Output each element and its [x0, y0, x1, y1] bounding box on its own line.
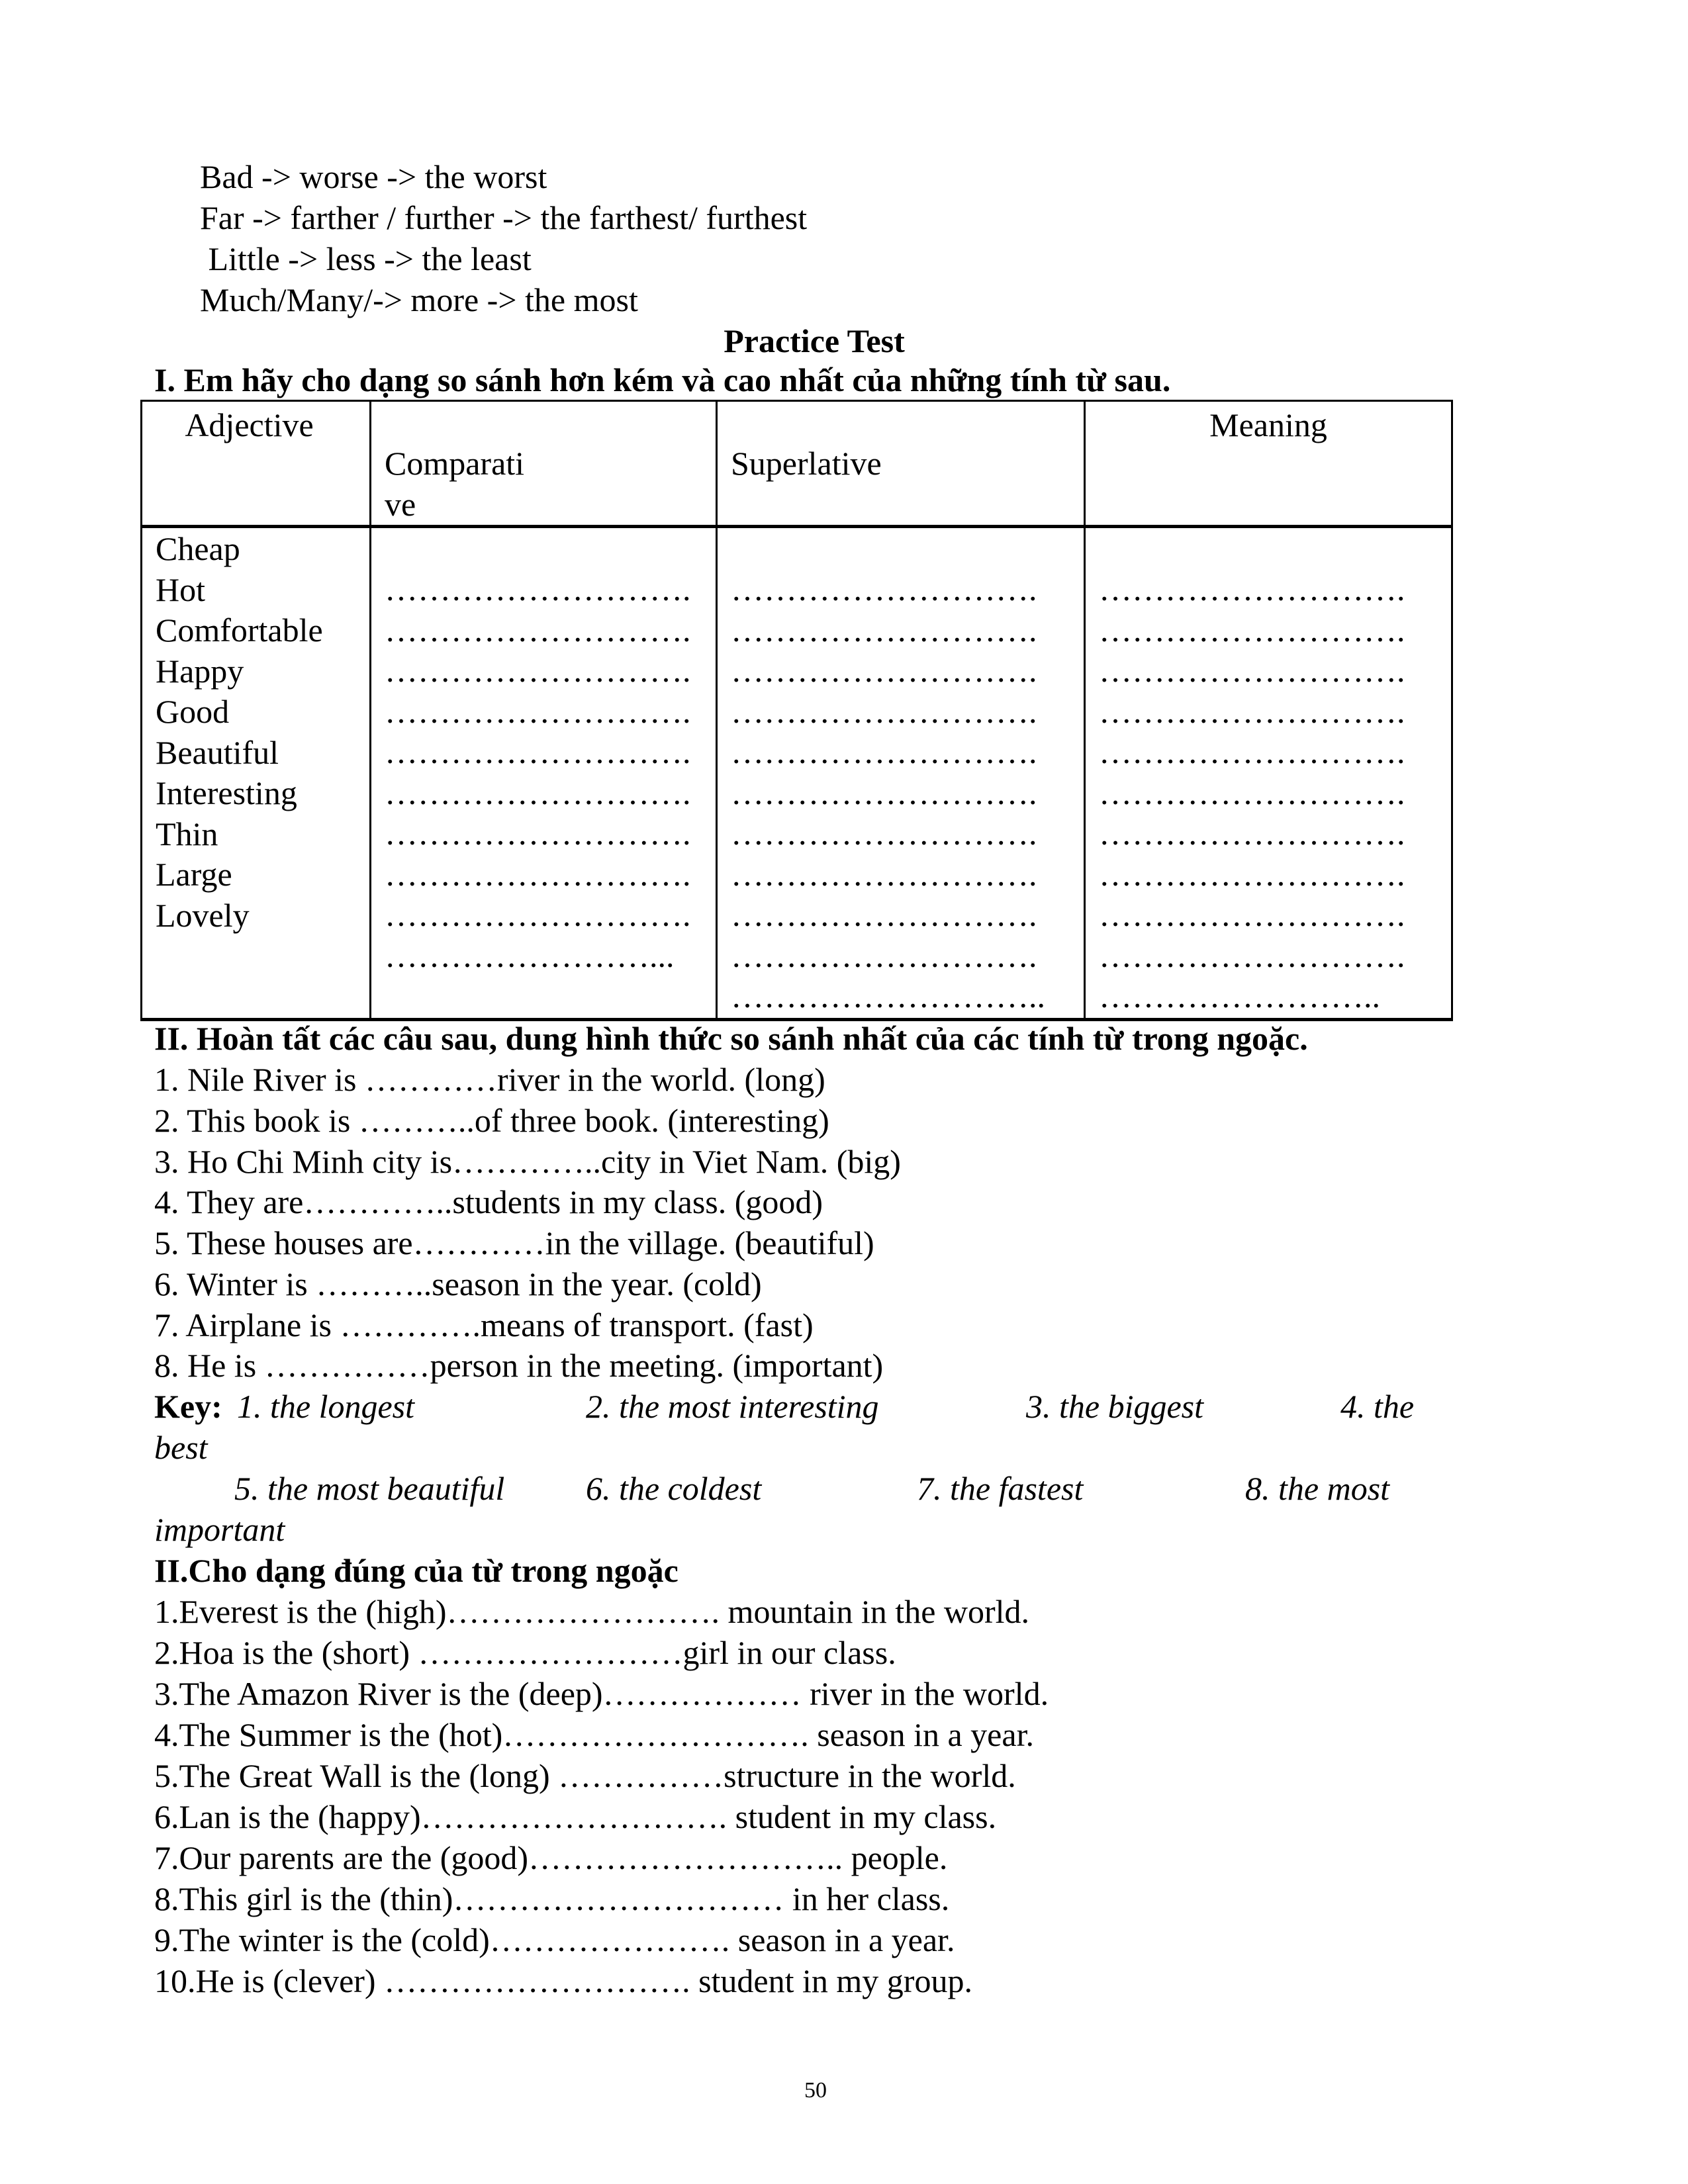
practice-test-title: Practice Test: [724, 322, 905, 359]
meaning-blank[interactable]: ……………………….: [1099, 896, 1405, 933]
exercise-item: 4.The Summer is the (hot)………………………. season in a year.: [154, 1716, 1034, 1753]
adjective-item: Happy: [156, 652, 244, 690]
key-label: Key:: [154, 1388, 222, 1425]
exercise-item: 2.Hoa is the (short) ……………………girl in our class.: [154, 1634, 896, 1671]
comparative-blank[interactable]: ……………………….: [385, 774, 691, 811]
superlative-blank[interactable]: ……………………….: [731, 815, 1037, 852]
key-answer: 6. the coldest: [586, 1470, 762, 1507]
table-row: [142, 527, 1452, 1020]
meaning-blank[interactable]: ……………………….: [1099, 855, 1405, 893]
exercise-item: 2. This book is ………..of three book. (interesting): [154, 1102, 829, 1139]
key-answer: 5. the most beautiful: [234, 1470, 505, 1507]
superlative-blank[interactable]: ……………………….: [731, 652, 1037, 689]
exercise-item: 7.Our parents are the (good)……………………….. people.: [154, 1839, 948, 1876]
superlative-blank[interactable]: ……………………….: [731, 692, 1037, 730]
key-answer: 7. the fastest: [917, 1470, 1084, 1507]
adjective-item: Lovely: [156, 896, 250, 934]
adjective-item: Cheap: [156, 530, 240, 567]
meaning-blank[interactable]: ……………………….: [1099, 570, 1405, 608]
exercise-item: 10.He is (clever) ………………………. student in my group.: [154, 1962, 972, 1999]
superlative-blank[interactable]: ……………………….: [731, 936, 1037, 974]
form-line: Far -> farther / further -> the farthest/ furthest: [200, 199, 808, 236]
page-number: 50: [804, 2078, 827, 2103]
key-answer: 4. the: [1340, 1388, 1415, 1425]
meaning-blank[interactable]: ……………………….: [1099, 652, 1405, 689]
exercise-item: 5. These houses are…………in the village. (beautiful): [154, 1224, 874, 1261]
superlative-blank[interactable]: ……………………….: [731, 611, 1037, 649]
key-answer-wrap: important: [154, 1511, 285, 1548]
exercise-item: 1.Everest is the (high)……………………. mountain in the world.: [154, 1593, 1030, 1630]
header-superlative: Superlative: [717, 401, 1085, 527]
meaning-blank[interactable]: ……………………….: [1099, 815, 1405, 852]
superlative-blank[interactable]: ……………………….: [731, 855, 1037, 893]
table-header-row: [142, 401, 1452, 527]
superlative-blank[interactable]: ……………………….: [731, 774, 1037, 811]
exercise-item: 8. He is ……………person in the meeting. (important): [154, 1347, 884, 1384]
meaning-answer-cell: [1085, 527, 1452, 1020]
comparative-blank[interactable]: ……………………….: [385, 570, 691, 608]
key-answer-wrap: best: [154, 1429, 208, 1466]
section2-heading: II. Hoàn tất các câu sau, dung hình thức so sánh nhất của các tính từ trong ngoặc.: [154, 1020, 1308, 1057]
comparative-blank[interactable]: ……………………….: [385, 652, 691, 689]
comparative-blank[interactable]: ……………………….: [385, 896, 691, 933]
exercise-item: 3.The Amazon River is the (deep)……………… river in the world.: [154, 1675, 1049, 1712]
comparative-blank[interactable]: ……………………….: [385, 815, 691, 852]
superlative-blank[interactable]: ………………………..: [731, 978, 1045, 1015]
key-answer: 3. the biggest: [1026, 1388, 1204, 1425]
key-answer: 1. the longest: [237, 1388, 415, 1425]
comparative-answer-cell: [371, 527, 717, 1020]
adjective-item: Large: [156, 856, 232, 893]
meaning-blank[interactable]: ……………………..: [1099, 978, 1380, 1015]
exercise-item: 9.The winter is the (cold)…………………. season in a year.: [154, 1921, 955, 1958]
meaning-blank[interactable]: ……………………….: [1099, 936, 1405, 974]
meaning-blank[interactable]: ……………………….: [1099, 692, 1405, 730]
exercise-item: 8.This girl is the (thin)………………………… in her class.: [154, 1880, 950, 1917]
section3-heading: II.Cho dạng đúng của từ trong ngoặc: [154, 1552, 679, 1589]
superlative-blank[interactable]: ……………………….: [731, 570, 1037, 608]
comparative-blank[interactable]: ……………………….: [385, 611, 691, 649]
adjective-item: Good: [156, 693, 230, 730]
adjective-item: Hot: [156, 570, 205, 608]
comparative-blank[interactable]: ……………………...: [385, 936, 675, 974]
meaning-blank[interactable]: ……………………….: [1099, 733, 1405, 770]
adjective-list-cell: [142, 527, 371, 1020]
header-meaning: Meaning: [1085, 401, 1452, 527]
exercise-item: 1. Nile River is …………river in the world. (long): [154, 1061, 825, 1098]
form-line: Little -> less -> the least: [200, 240, 532, 277]
comparative-blank[interactable]: ……………………….: [385, 733, 691, 770]
section1-heading: I. Em hãy cho dạng so sánh hơn kém và cao nhất của những tính từ sau.: [154, 361, 1171, 398]
header-adjective: Adjective: [142, 401, 371, 527]
adjective-item: Beautiful: [156, 733, 279, 771]
superlative-blank[interactable]: ……………………….: [731, 733, 1037, 770]
form-line: Much/Many/-> more -> the most: [200, 281, 638, 318]
superlative-answer-cell: [717, 527, 1085, 1020]
exercise-item: 3. Ho Chi Minh city is…………..city in Viet Nam. (big): [154, 1143, 901, 1180]
header-comparative: Comparati ve: [371, 401, 717, 527]
adjective-item: Thin: [156, 815, 218, 852]
adjective-item: Interesting: [156, 774, 297, 811]
adjective-table: [140, 400, 1453, 1021]
form-line: Bad -> worse -> the worst: [200, 158, 547, 195]
key-answer: 2. the most interesting: [586, 1388, 879, 1425]
exercise-item: 7. Airplane is ………….means of transport. (fast): [154, 1306, 814, 1343]
meaning-blank[interactable]: ……………………….: [1099, 774, 1405, 811]
meaning-blank[interactable]: ……………………….: [1099, 611, 1405, 649]
exercise-item: 5.The Great Wall is the (long) ……………structure in the world.: [154, 1757, 1016, 1794]
comparative-blank[interactable]: ……………………….: [385, 692, 691, 730]
key-answer: 8. the most: [1245, 1470, 1390, 1507]
exercise-item: 6.Lan is the (happy)………………………. student in my class.: [154, 1798, 997, 1835]
comparative-blank[interactable]: ……………………….: [385, 855, 691, 893]
adjective-item: Comfortable: [156, 612, 323, 649]
exercise-item: 4. They are…………..students in my class. (good): [154, 1183, 823, 1220]
exercise-item: 6. Winter is ………..season in the year. (cold): [154, 1265, 762, 1302]
superlative-blank[interactable]: ……………………….: [731, 896, 1037, 933]
